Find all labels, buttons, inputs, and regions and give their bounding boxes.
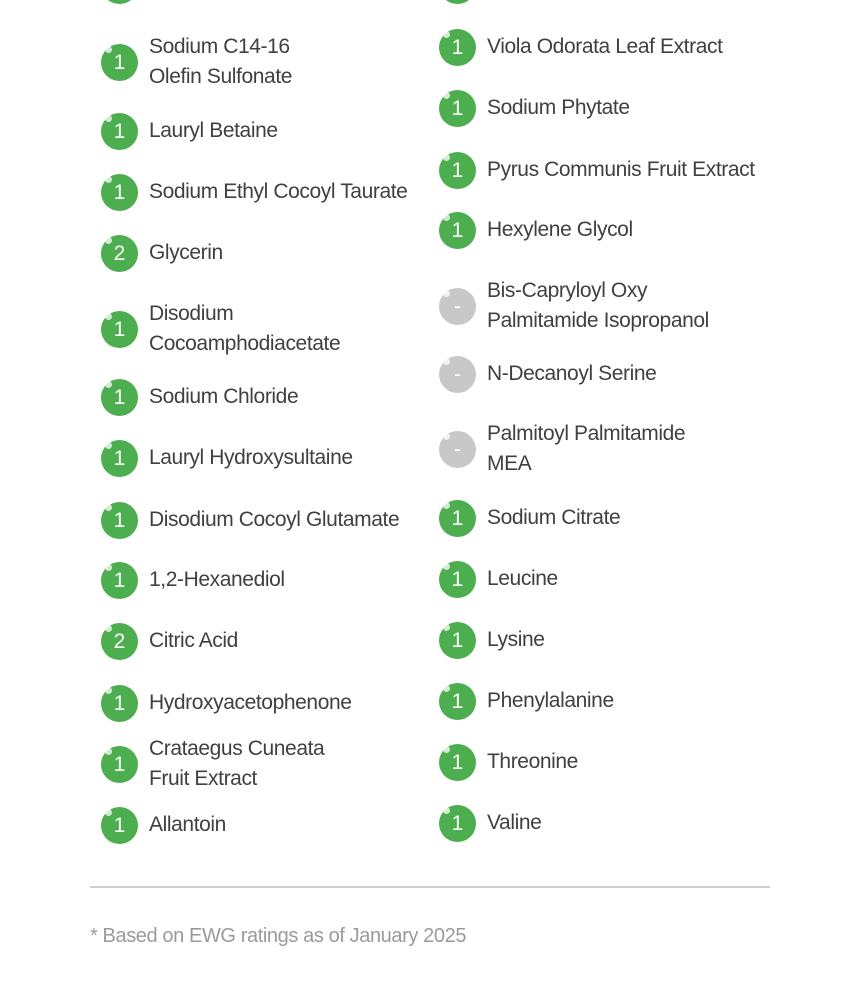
badge-dot-icon bbox=[105, 504, 112, 511]
ingredient-name-line: Cocoamphodiacetate bbox=[149, 332, 341, 355]
ingredient-name bbox=[487, 808, 541, 838]
ewg-score-value: 1 bbox=[113, 508, 126, 532]
badge-dot-icon bbox=[443, 92, 450, 99]
ingredient-item bbox=[101, 685, 352, 722]
ingredient-name-line: Crataegus Cuneata bbox=[149, 737, 325, 760]
ewg-score-badge bbox=[439, 500, 476, 537]
badge-dot-icon bbox=[105, 748, 112, 755]
ingredient-name bbox=[149, 238, 223, 268]
ewg-score-badge bbox=[101, 562, 138, 599]
ewg-score-badge bbox=[101, 440, 138, 477]
badge-dot-icon bbox=[105, 564, 112, 571]
ingredient-item bbox=[439, 419, 685, 479]
ingredient-name bbox=[487, 155, 755, 185]
badge-dot-icon bbox=[105, 46, 112, 53]
ingredient-item bbox=[101, 32, 292, 92]
badge-dot-icon bbox=[443, 433, 450, 440]
badge-dot-icon bbox=[443, 563, 450, 570]
ewg-score-value: 1 bbox=[113, 180, 126, 204]
badge-dot-icon bbox=[443, 624, 450, 631]
ingredient-item bbox=[439, 276, 709, 336]
ewg-score-badge bbox=[101, 746, 138, 783]
ingredient-name-line: Threonine bbox=[487, 750, 578, 773]
badge-dot-icon bbox=[443, 31, 450, 38]
ingredient-item bbox=[101, 235, 223, 272]
ewg-score-value: 2 bbox=[113, 629, 126, 653]
ingredient-item bbox=[101, 174, 407, 211]
ingredient-name bbox=[149, 32, 292, 92]
ingredient-item bbox=[101, 562, 285, 599]
ingredient-name bbox=[487, 625, 545, 655]
ewg-score-badge bbox=[439, 212, 476, 249]
ewg-score-badge bbox=[439, 744, 476, 781]
ewg-score-badge bbox=[439, 683, 476, 720]
ingredient-name bbox=[487, 276, 709, 336]
ingredient-name bbox=[149, 734, 324, 794]
ewg-score-value: 1 bbox=[113, 752, 126, 776]
ingredient-name-line: Phenylalanine bbox=[487, 689, 614, 712]
badge-dot-icon bbox=[105, 115, 112, 122]
ewg-score-value: 1 bbox=[451, 567, 464, 591]
ewg-score-value: 1 bbox=[113, 317, 126, 341]
ewg-score-value: 1 bbox=[451, 506, 464, 530]
ingredient-name-line: Sodium Chloride bbox=[149, 385, 299, 408]
ingredient-name bbox=[149, 565, 285, 595]
ewg-score-badge bbox=[101, 174, 138, 211]
ingredient-name-line: MEA bbox=[487, 452, 532, 475]
ingredient-name-line: Valine bbox=[487, 811, 542, 834]
ewg-score-value: 1 bbox=[451, 811, 464, 835]
ingredient-name-line: Sodium Phytate bbox=[487, 96, 630, 119]
ingredient-name-line: Sodium Citrate bbox=[487, 506, 621, 529]
ingredient-name bbox=[149, 299, 340, 359]
ingredient-name bbox=[149, 382, 298, 412]
ingredient-item bbox=[101, 299, 340, 359]
ewg-score-value: 1 bbox=[451, 158, 464, 182]
ewg-score-value: 1 bbox=[113, 119, 126, 143]
ingredient-item bbox=[439, 683, 614, 720]
badge-dot-icon bbox=[105, 809, 112, 816]
ewg-score-value: 1 bbox=[113, 813, 126, 837]
ingredient-name bbox=[487, 215, 633, 245]
ewg-score-value: 1 bbox=[451, 35, 464, 59]
score-badge-cut-off bbox=[439, 0, 476, 4]
ingredient-name-line: Glycerin bbox=[149, 241, 223, 264]
ewg-score-badge bbox=[101, 685, 138, 722]
ingredient-name bbox=[487, 359, 656, 389]
ingredient-name bbox=[487, 32, 723, 62]
ingredient-item bbox=[439, 212, 633, 249]
ewg-score-value: - bbox=[454, 362, 461, 386]
ewg-score-badge bbox=[439, 356, 476, 393]
ewg-score-badge bbox=[101, 44, 138, 81]
ingredient-item bbox=[439, 561, 558, 598]
ingredient-item bbox=[101, 440, 353, 477]
ingredient-name-line: Sodium C14-16 bbox=[149, 35, 290, 58]
ewg-score-value: 1 bbox=[113, 446, 126, 470]
badge-dot-icon bbox=[443, 154, 450, 161]
badge-dot-icon bbox=[443, 290, 450, 297]
footnote: * Based on EWG ratings as of January 2025 bbox=[90, 925, 467, 947]
ewg-score-value: 1 bbox=[451, 750, 464, 774]
ingredient-name-line: Hydroxyacetophenone bbox=[149, 691, 352, 714]
ingredient-name-line: Allantoin bbox=[149, 813, 226, 836]
ingredient-name bbox=[149, 116, 278, 146]
badge-dot-icon bbox=[105, 237, 112, 244]
ingredient-name bbox=[487, 747, 578, 777]
ingredient-item bbox=[439, 152, 755, 189]
ingredient-name bbox=[149, 688, 352, 718]
badge-dot-icon bbox=[105, 442, 112, 449]
ingredient-name-line: Lauryl Betaine bbox=[149, 119, 278, 142]
ewg-score-badge bbox=[439, 152, 476, 189]
ingredient-name-line: Palmitoyl Palmitamide bbox=[487, 422, 686, 445]
ewg-score-badge bbox=[101, 311, 138, 348]
ingredient-item bbox=[439, 29, 723, 66]
ewg-score-value: 1 bbox=[451, 689, 464, 713]
ingredient-name bbox=[487, 503, 620, 533]
ewg-score-badge bbox=[439, 561, 476, 598]
ingredient-name-line: Pyrus Communis Fruit Extract bbox=[487, 158, 755, 181]
badge-dot-icon bbox=[443, 358, 450, 365]
ewg-score-value: 1 bbox=[451, 628, 464, 652]
ingredient-item bbox=[439, 90, 630, 127]
ingredient-name-line: Hexylene Glycol bbox=[487, 218, 633, 241]
ingredient-item bbox=[439, 805, 541, 842]
badge-dot-icon bbox=[443, 214, 450, 221]
ingredient-item bbox=[439, 744, 578, 781]
ewg-score-value: 2 bbox=[113, 241, 126, 265]
ingredient-item bbox=[101, 623, 238, 660]
ingredient-item bbox=[101, 807, 226, 844]
ingredient-name-line: Palmitamide Isopropanol bbox=[487, 309, 709, 332]
badge-dot-icon bbox=[443, 807, 450, 814]
badge-dot-icon bbox=[443, 746, 450, 753]
ingredient-item bbox=[101, 734, 324, 794]
ingredient-name-line: Lauryl Hydroxysultaine bbox=[149, 446, 353, 469]
ewg-score-badge bbox=[101, 807, 138, 844]
ingredient-name-line: Sodium Ethyl Cocoyl Taurate bbox=[149, 180, 408, 203]
badge-dot-icon bbox=[105, 381, 112, 388]
badge-dot-icon bbox=[443, 685, 450, 692]
ingredient-name-line: Fruit Extract bbox=[149, 767, 257, 790]
ingredient-name bbox=[149, 443, 353, 473]
ewg-score-badge bbox=[101, 623, 138, 660]
ingredient-name bbox=[149, 810, 226, 840]
score-badge-cut-off bbox=[101, 0, 138, 4]
ingredient-name-line: Bis-Capryloyl Oxy bbox=[487, 279, 648, 302]
ewg-score-badge bbox=[439, 29, 476, 66]
ingredient-name bbox=[149, 505, 399, 535]
ewg-score-value: 1 bbox=[113, 385, 126, 409]
ingredient-name-line: Disodium bbox=[149, 302, 234, 325]
ingredient-name-line: Lysine bbox=[487, 628, 545, 651]
ingredient-item bbox=[439, 500, 620, 537]
ingredient-name-line: Disodium Cocoyl Glutamate bbox=[149, 508, 400, 531]
badge-dot-icon bbox=[105, 176, 112, 183]
ewg-score-badge bbox=[439, 431, 476, 468]
ewg-score-value: - bbox=[454, 437, 461, 461]
badge-dot-icon bbox=[105, 313, 112, 320]
divider bbox=[90, 886, 770, 888]
ingredient-name bbox=[149, 177, 407, 207]
ewg-score-value: - bbox=[454, 294, 461, 318]
ingredient-name bbox=[487, 419, 685, 479]
ingredient-name-line: N-Decanoyl Serine bbox=[487, 362, 657, 385]
ewg-score-badge bbox=[439, 90, 476, 127]
ingredient-name bbox=[487, 93, 630, 123]
ingredient-name-line: Citric Acid bbox=[149, 629, 238, 652]
ewg-score-value: 1 bbox=[113, 568, 126, 592]
ewg-score-badge bbox=[101, 113, 138, 150]
ingredient-item bbox=[439, 622, 545, 659]
ingredient-name bbox=[149, 626, 238, 656]
ewg-score-badge bbox=[101, 502, 138, 539]
ingredient-name bbox=[487, 564, 558, 594]
ewg-score-badge bbox=[101, 379, 138, 416]
ingredient-name bbox=[487, 686, 614, 716]
ewg-score-badge bbox=[439, 805, 476, 842]
ingredient-item bbox=[439, 356, 656, 393]
ingredient-item bbox=[101, 502, 399, 539]
ewg-score-value: 1 bbox=[113, 691, 126, 715]
ewg-score-badge bbox=[439, 622, 476, 659]
ewg-score-badge bbox=[439, 288, 476, 325]
ingredient-name-line: Viola Odorata Leaf Extract bbox=[487, 35, 723, 58]
ingredient-item bbox=[101, 113, 278, 150]
ewg-score-badge bbox=[101, 235, 138, 272]
badge-dot-icon bbox=[105, 625, 112, 632]
badge-dot-icon bbox=[105, 687, 112, 694]
ingredient-name-line: Olefin Sulfonate bbox=[149, 65, 293, 88]
ewg-score-value: 1 bbox=[451, 218, 464, 242]
ewg-score-value: 1 bbox=[113, 50, 126, 74]
badge-dot-icon bbox=[443, 502, 450, 509]
ingredient-name-line: Leucine bbox=[487, 567, 558, 590]
ingredient-name-line: 1,2-Hexanediol bbox=[149, 568, 285, 591]
ingredient-item bbox=[101, 379, 298, 416]
ewg-score-value: 1 bbox=[451, 96, 464, 120]
